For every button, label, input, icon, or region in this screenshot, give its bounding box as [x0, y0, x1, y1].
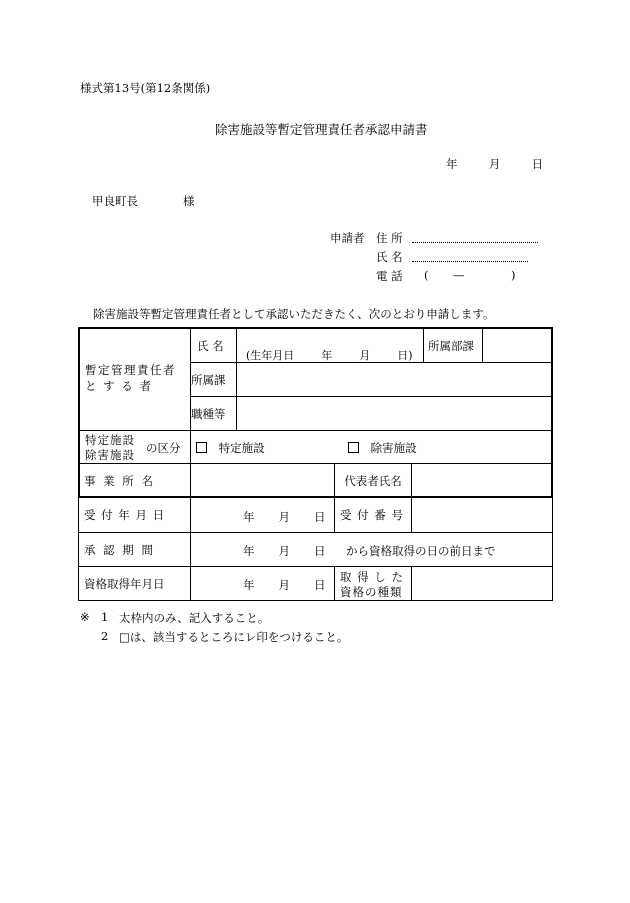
acq-date: 年 月 日: [243, 578, 326, 592]
receipt-date: 年 月 日: [243, 510, 326, 524]
option-specific[interactable]: [196, 440, 265, 456]
approval-period-label: 承 認 期 間: [84, 542, 155, 557]
acq-date-label: 資格取得年月日: [84, 576, 165, 591]
section-label: 所属課: [191, 372, 226, 387]
phone-close-paren: ): [511, 268, 516, 282]
person-label-line1: 暫定管理責任者: [85, 363, 176, 377]
note-mark: ※: [80, 610, 90, 624]
approval-date: 年 月 日: [243, 544, 326, 558]
option-specific-label: 特定施設: [218, 441, 265, 455]
intro-text: 除害施設等暫定管理責任者として承認いただきたく、次のとおり申請します。: [93, 307, 495, 321]
checkbox-specific[interactable]: [196, 442, 207, 453]
name-label: 氏 名: [197, 339, 224, 353]
rep-field[interactable]: [412, 464, 551, 496]
receipt-date-label: 受 付 年 月 日: [84, 508, 166, 522]
applicant-name-label: 氏 名: [376, 250, 403, 264]
note-2-number: 2: [101, 629, 109, 643]
date-day: 日: [531, 157, 544, 171]
applicant-phone-label: 電 話: [376, 269, 403, 283]
birth-month: 月: [359, 349, 371, 362]
note-1-number: 1: [101, 610, 109, 624]
birth-day: 日): [397, 349, 413, 362]
date-month: 月: [488, 157, 501, 171]
date-line: [446, 156, 543, 172]
receipt-number-label: 受 付 番 号: [340, 508, 404, 522]
facility-label-line1: 特定施設: [85, 433, 135, 447]
rep-label: 代表者氏名: [344, 473, 402, 488]
checkbox-removal[interactable]: [348, 442, 359, 453]
facility-suffix: の区分: [146, 441, 181, 455]
form-number: 様式第13号(第12条関係): [80, 81, 211, 95]
approval-period-note: から資格取得の日の前日まで: [346, 544, 496, 558]
receipt-number-field[interactable]: [412, 498, 551, 532]
office-field[interactable]: [191, 464, 334, 496]
birth-date: [246, 347, 413, 363]
addressee-honorific: 様: [183, 194, 195, 208]
person-name-field[interactable]: [237, 329, 422, 345]
phone-open-paren: (: [424, 268, 429, 282]
page-title: 除害施設等暫定管理責任者承認申請書: [215, 122, 428, 137]
phone-dash: —: [453, 268, 465, 282]
acq-type-label-line2: 資格の種類: [340, 585, 403, 599]
birth-label: (生年月日: [246, 349, 295, 362]
applicant-name-field[interactable]: [412, 261, 528, 262]
note-1-text: 太枠内のみ、記入すること。: [119, 611, 270, 625]
date-year: 年: [446, 157, 458, 171]
person-label-line2: と す る 者: [85, 379, 153, 393]
address-field[interactable]: [412, 242, 538, 243]
facility-label-line2: 除害施設: [85, 448, 135, 462]
note-2-text: □は、該当するところにレ印をつけること。: [119, 630, 349, 644]
applicant-address-label: 住 所: [376, 231, 403, 245]
office-label: 事 業 所 名: [84, 473, 155, 488]
birth-year: 年: [321, 349, 333, 362]
dept-field[interactable]: [483, 329, 551, 361]
acq-type-field[interactable]: [412, 567, 551, 600]
job-label: 職種等: [191, 406, 226, 421]
applicant-label: 申請者: [330, 231, 365, 245]
acq-type-label-line1: 取 得 し た: [340, 570, 404, 584]
dept-label: 所属部課: [428, 339, 474, 353]
option-removal[interactable]: [348, 440, 417, 456]
option-removal-label: 除害施設: [370, 441, 417, 455]
job-field[interactable]: [237, 397, 551, 430]
section-field[interactable]: [237, 363, 551, 396]
addressee-name: 甲良町長: [92, 194, 138, 208]
